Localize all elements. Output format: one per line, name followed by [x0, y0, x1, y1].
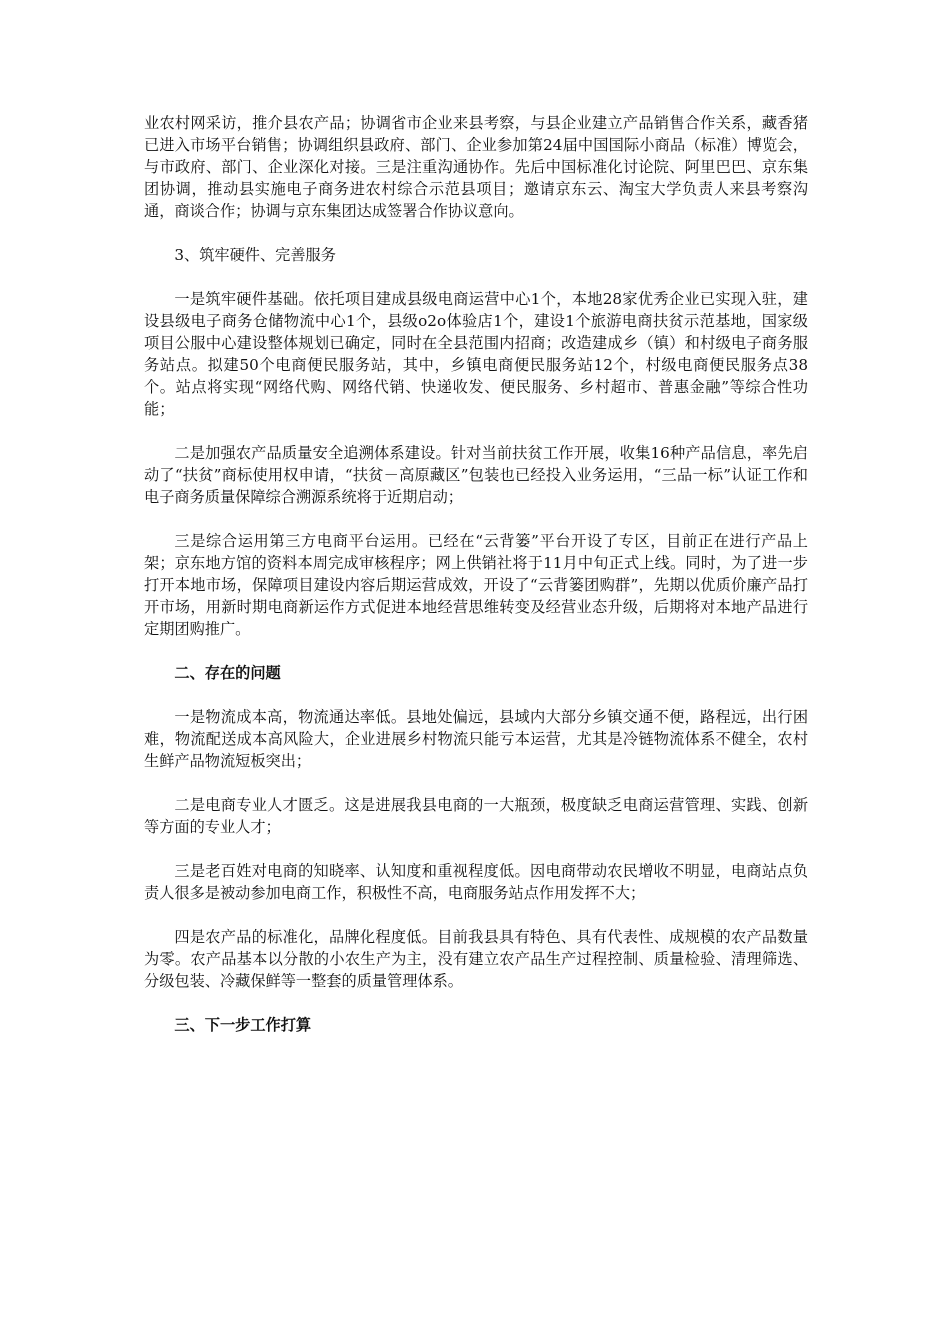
paragraph-public-awareness: 三是老百姓对电商的知晓率、认知度和重视程度低。因电商带动农民增收不明显，电商站点负责人很多是被动参加电商工作，积极性不高，电商服务站点作用发挥不大； — [144, 862, 808, 902]
section-heading-next-steps: 三、下一步工作打算 — [174, 1016, 312, 1034]
section-heading-problems: 二、存在的问题 — [174, 664, 281, 682]
paragraph-continued-promotion: 业农村网采访，推介县农产品；协调省市企业来县考察，与县企业建立产品销售合作关系，藏香猪已进入市场平台销售；协调组织县政府、部门、企业参加第24届中国国际小商品（标准）博览会，与市政府、部门、企业深化对接。三是注重沟通协作。先后中国标准化讨论院、阿里巴巴、京东集团协调，推动县实施电子商务进农村综合示范县项目；邀请京东云、淘宝大学负责人来县考察沟通，商谈合作；协调与京东集团达成签署合作协议意向。 — [144, 114, 808, 220]
paragraph-standardization: 四是农产品的标准化，品牌化程度低。目前我县具有特色、具有代表性、成规模的农产品数量为零。农产品基本以分散的小农生产为主，没有建立农产品生产过程控制、质量检验、清理筛选、分级包装、冷藏保鲜等一整套的质量管理体系。 — [144, 928, 808, 990]
section-heading-hardware: 3、筑牢硬件、完善服务 — [174, 246, 336, 264]
paragraph-logistics-cost: 一是物流成本高，物流通达率低。县地处偏远，县域内大部分乡镇交通不便，路程远，出行困难，物流配送成本高风险大，企业进展乡村物流只能亏本运营，尤其是冷链物流体系不健全，农村生鲜产品物流短板突出； — [144, 708, 808, 770]
spacer — [144, 222, 808, 244]
paragraph-third-party-platform: 三是综合运用第三方电商平台运用。已经在“云背篓”平台开设了专区，目前正在进行产品上架；京东地方馆的资料本周完成审核程序；网上供销社将于11月中旬正式上线。同时，为了进一步打开本地市场，保障项目建设内容后期运营成效，开设了“云背篓团购群”，先期以优质价廉产品打开市场，用新时期电商新运作方式促进本地经营思维转变及经营业态升级，后期将对本地产品进行定期团购推广。 — [144, 532, 808, 638]
spacer — [144, 992, 808, 1014]
paragraph-hardware-foundation: 一是筑牢硬件基础。依托项目建成县级电商运营中心1个，本地28家优秀企业已实现入驻，建设县级电子商务仓储物流中心1个，县级o2o体验店1个，建设1个旅游电商扶贫示范基地，国家级项目公服中心建设整体规划已确定，同时在全县范围内招商；改造建成乡（镇）和村级电子商务服务站点。拟建50个电商便民服务站，其中，乡镇电商便民服务站12个，村级电商便民服务点38个。站点将实现“网络代购、网络代销、快递收发、便民服务、乡村超市、普惠金融”等综合性功能； — [144, 290, 808, 418]
spacer — [144, 904, 808, 926]
spacer — [144, 640, 808, 662]
spacer — [144, 772, 808, 794]
document-page — [144, 112, 808, 1036]
spacer — [144, 684, 808, 706]
paragraph-quality-traceability: 二是加强农产品质量安全追溯体系建设。针对当前扶贫工作开展，收集16种产品信息，率先启动了“扶贫”商标使用权申请，“扶贫－高原藏区”包装也已经投入业务运用，“三品一标”认证工作和电子商务质量保障综合溯源系统将于近期启动； — [144, 444, 808, 506]
spacer — [144, 838, 808, 860]
spacer — [144, 508, 808, 530]
paragraph-talent-shortage: 二是电商专业人才匮乏。这是进展我县电商的一大瓶颈，极度缺乏电商运营管理、实践、创新等方面的专业人才； — [144, 796, 808, 836]
spacer — [144, 266, 808, 288]
spacer — [144, 420, 808, 442]
